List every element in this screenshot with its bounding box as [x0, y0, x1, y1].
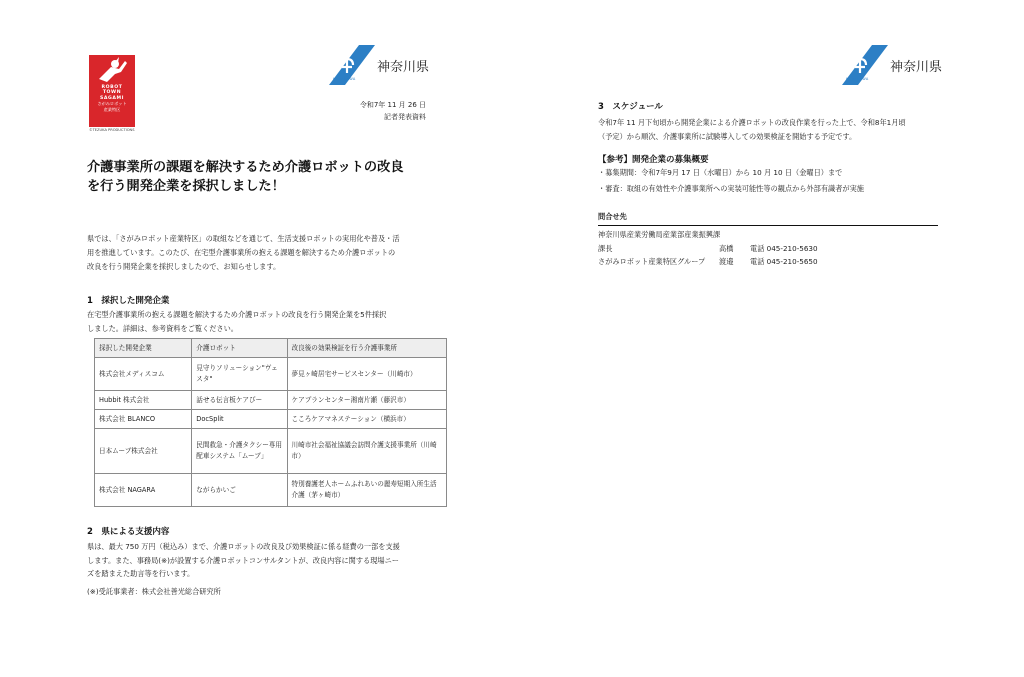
table-cell-facility: ケアプランセンター湘南片瀬（藤沢市） [287, 391, 446, 410]
table-cell-facility: 夢見ヶ崎居宅サービスセンター（川崎市） [287, 358, 446, 391]
kanagawa-logo-right [842, 45, 952, 85]
headline [87, 158, 432, 196]
section2-note: (※)受託事業者：株式会社善光総合研究所 [87, 587, 221, 596]
table-cell-robot: 民間救急・介護タクシー専用配車システム「ムーブ」 [192, 429, 287, 474]
logo-line-sagami: SAGAMI [99, 95, 125, 101]
section2-line: ズを踏まえた助言等を行います。 [87, 569, 195, 578]
astro-boy-icon [89, 55, 135, 85]
intro-line: 用を推進しています。このたび、在宅型介護事業所の抱える課題を解決するため介護ロボットの [87, 248, 396, 257]
contact-tel: 電話 045-210-5650 [750, 257, 818, 266]
contact-name: 渡邉 [719, 257, 734, 266]
section1-heading: 1 採択した開発企業 [87, 296, 170, 306]
table-cell-company: 株式会社メディスコム [95, 358, 192, 391]
contact-tel: 電話 045-210-5630 [750, 243, 818, 253]
table-row [95, 474, 447, 507]
table-cell-facility: 特別養護老人ホームふれあいの麗寿短期入所生活介護（茅ヶ崎市） [287, 474, 446, 507]
headline-line-1: 介護事業所の課題を解決するため介護ロボットの改良 [87, 160, 404, 175]
section3-line: （予定）から順次、介護事業所に試験導入しての効果検証を開始する予定です。 [598, 131, 857, 141]
logo-line-town: TOWN [102, 90, 122, 96]
section3-line: 令和7年 11 月下旬頃から開発企業による介護ロボットの改良作業を行った上で、令和8年1月頃 [598, 118, 906, 127]
reference-bullets [598, 165, 864, 197]
table-cell-company: 株式会社 BLANCO [95, 410, 192, 429]
intro-line: 県では、「さがみロボット産業特区」の取組などを通じて、生活支援ロボットの実用化や普及・活 [87, 234, 400, 243]
contact-divider [598, 225, 938, 226]
contact-row [598, 255, 818, 269]
kanagawa-logo-left [329, 45, 439, 85]
table-cell-robot: 見守りソリューション"ヴェスタ" [192, 358, 287, 391]
table-cell-robot: 話せる伝言板ケアびー [192, 391, 287, 410]
logo-caption: ©TEZUKA PRODUCTIONS [89, 128, 135, 132]
kanagawa-small-text: KANAGAWA [333, 77, 356, 81]
table-cell-facility: 川崎市社会福祉協議会訪問介護支援事業所（川崎市） [287, 429, 446, 474]
contact-heading: 問合せ先 [598, 212, 627, 221]
doc-type: 記者発表資料 [384, 113, 426, 121]
section2-line: します。また、事務局(※)が設置する介護ロボットコンサルタントが、改良内容に関する現場ニー [87, 555, 399, 565]
section3-text [598, 116, 948, 143]
table-row [95, 429, 447, 474]
section1-line: 在宅型介護事業所の抱える課題を解決するため介護ロボットの改良を行う開発企業を5件採択 [87, 310, 387, 319]
table-header-cell: 改良後の効果検証を行う介護事業所 [287, 339, 446, 358]
release-date: 令和7年 11 月 26 日 [359, 101, 426, 109]
reference-bullet: ・募集期間：令和7年9月 17 日（水曜日）から 10 月 10 日（金曜日）まで [598, 168, 843, 177]
table-row [95, 410, 447, 429]
logo-sub-jp: さがみロボット [97, 101, 127, 107]
robot-town-sagami-logo [89, 55, 135, 137]
reference-heading: 【参考】開発企業の募集概要 [598, 155, 709, 165]
table-header-cell: 採択した開発企業 [95, 339, 192, 358]
logo-sub-jp2: 産業特区 [103, 106, 121, 112]
table-cell-facility: こころケアマネステーション（横浜市） [287, 410, 446, 429]
table-header-row [95, 339, 447, 358]
kanagawa-text: 神奈川県 [890, 60, 943, 75]
table-cell-company: 株式会社 NAGARA [95, 474, 192, 507]
contact-row [598, 242, 818, 256]
table-cell-robot: ながらかいご [192, 474, 287, 507]
contact-title: 課長 [598, 243, 613, 253]
release-date-block [330, 99, 426, 123]
table-cell-company: 日本ムーブ株式会社 [95, 429, 192, 474]
reference-bullet: ・審査：取組の有効性や介護事業所への実装可能性等の観点から外部有識者が実施 [598, 184, 864, 193]
table-cell-company: Hubbit 株式会社 [95, 391, 192, 410]
section2-line: 県は、最大 750 万円（税込み）まで、介護ロボットの改良及び効果検証に係る経費の一部を支援 [87, 542, 400, 551]
developers-table [94, 338, 447, 507]
contact-block [598, 228, 818, 269]
kanagawa-text: 神奈川県 [377, 60, 430, 75]
logo-line-robot: ROBOT [101, 85, 123, 90]
contact-name: 高橋 [719, 243, 734, 253]
contact-org: 神奈川県産業労働局産業部産業振興課 [598, 230, 721, 239]
section1-line: しました。詳細は、参考資料をご覧ください。 [87, 323, 238, 333]
intro-paragraph [87, 232, 432, 274]
table-row [95, 391, 447, 410]
section2-heading: 2 県による支援内容 [87, 527, 170, 537]
section2-text [87, 540, 447, 581]
table-header-cell: 介護ロボット [192, 339, 287, 358]
section3-heading: 3 スケジュール [598, 102, 663, 112]
section1-text [87, 308, 447, 335]
headline-line-2: を行う開発企業を採択しました！ [87, 179, 285, 194]
intro-line: 改良を行う開発企業を採択しましたので、お知らせします。 [87, 262, 281, 271]
kanagawa-small-text: KANAGAWA [846, 77, 869, 81]
table-row [95, 358, 447, 391]
contact-title: さがみロボット産業特区グループ [598, 257, 706, 266]
table-cell-robot: DocSplit [192, 410, 287, 429]
